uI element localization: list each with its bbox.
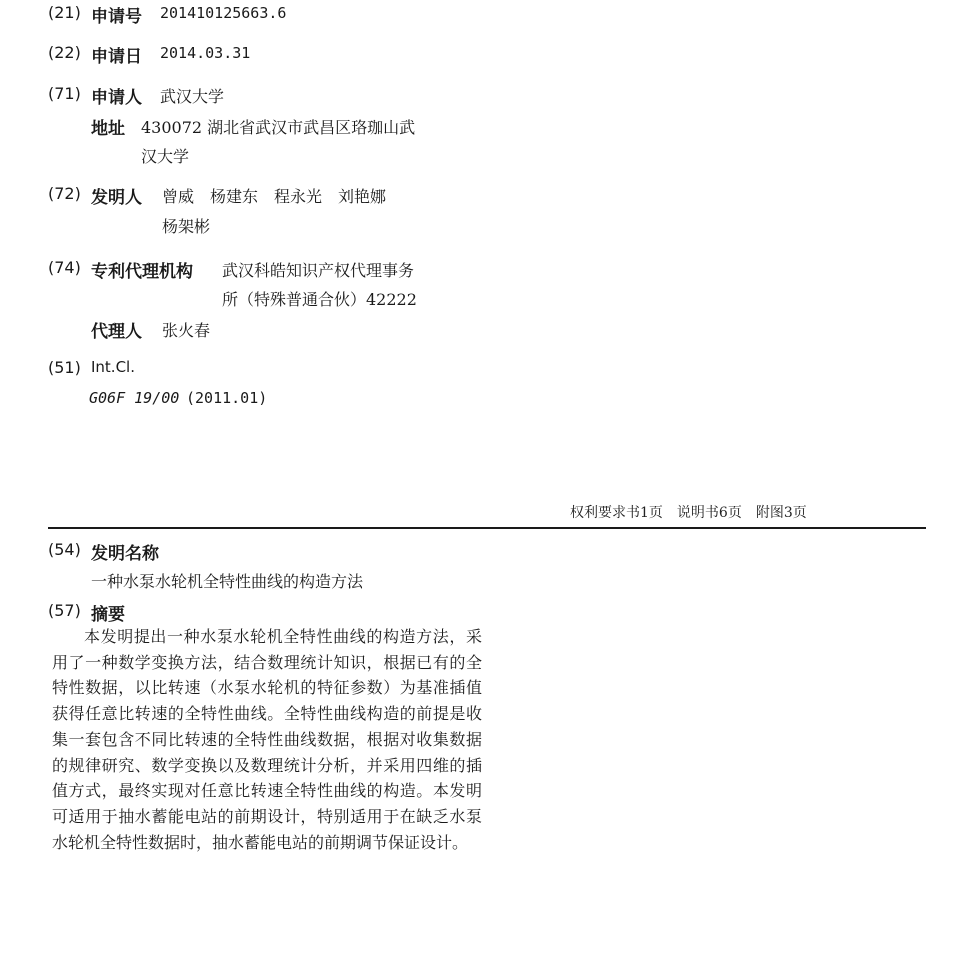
inventors-label: 发明人 (91, 188, 142, 208)
ipc-classification: G06F 19/00 (89, 389, 180, 407)
field-code-72: (72) (48, 184, 81, 203)
int-cl-label: Int.Cl. (91, 358, 135, 376)
address-line-1: 430072 湖北省武汉市武昌区珞珈山武 (141, 118, 416, 137)
application-date: 2014.03.31 (160, 44, 251, 62)
header-divider (48, 527, 926, 529)
application-number-label: 申请号 (91, 7, 142, 27)
address-label: 地址 (91, 119, 125, 139)
abstract-label: 摘要 (91, 605, 125, 625)
field-code-51: (51) (48, 358, 81, 377)
field-code-21: (21) (48, 3, 81, 22)
inventors-line-1: 曾威 杨建东 程永光 刘艳娜 (162, 187, 387, 206)
field-code-54: (54) (48, 540, 81, 559)
patent-agency-label: 专利代理机构 (91, 262, 193, 282)
field-code-71: (71) (48, 84, 81, 103)
field-code-74: (74) (48, 258, 81, 277)
ipc-version: (2011.01) (186, 389, 268, 407)
page-counts: 权利要求书1页 说明书6页 附图3页 (570, 505, 807, 521)
inventors-line-2: 杨架彬 (162, 217, 211, 236)
patent-agency-line-2: 所（特殊普通合伙）42222 (222, 290, 417, 309)
agent: 张火春 (162, 321, 211, 340)
applicant: 武汉大学 (160, 87, 225, 106)
abstract-text: 本发明提出一种水泵水轮机全特性曲线的构造方法，采用了一种数学变换方法，结合数理统计知识，根据已有的全特性数据，以比转速（水泵水轮机的特征参数）为基准插值获得任意比转速的全特性曲线。全特性曲线构造的前提是收集一套包含不同比转速的全特性曲线数据，根据对收集数据的规律研究、数学变换以及数理统计分析，并采用四维的插值方式，最终实现对任意比转速全特性曲线的构造。本发明可适用于抽水蓄能电站的前期设计，特别适用于在缺乏水泵水轮机全特性数据时，抽水蓄能电站的前期调节保证设计。 (52, 627, 482, 852)
application-date-label: 申请日 (91, 47, 142, 67)
agent-label: 代理人 (91, 322, 142, 342)
address-line-2: 汉大学 (141, 147, 190, 166)
patent-agency-line-1: 武汉科皓知识产权代理事务 (222, 261, 415, 280)
invention-title-label: 发明名称 (91, 544, 159, 564)
applicant-label: 申请人 (91, 88, 142, 108)
field-code-22: (22) (48, 43, 81, 62)
application-number: 201410125663.6 (160, 4, 287, 22)
invention-title: 一种水泵水轮机全特性曲线的构造方法 (91, 572, 364, 591)
field-code-57: (57) (48, 601, 81, 620)
